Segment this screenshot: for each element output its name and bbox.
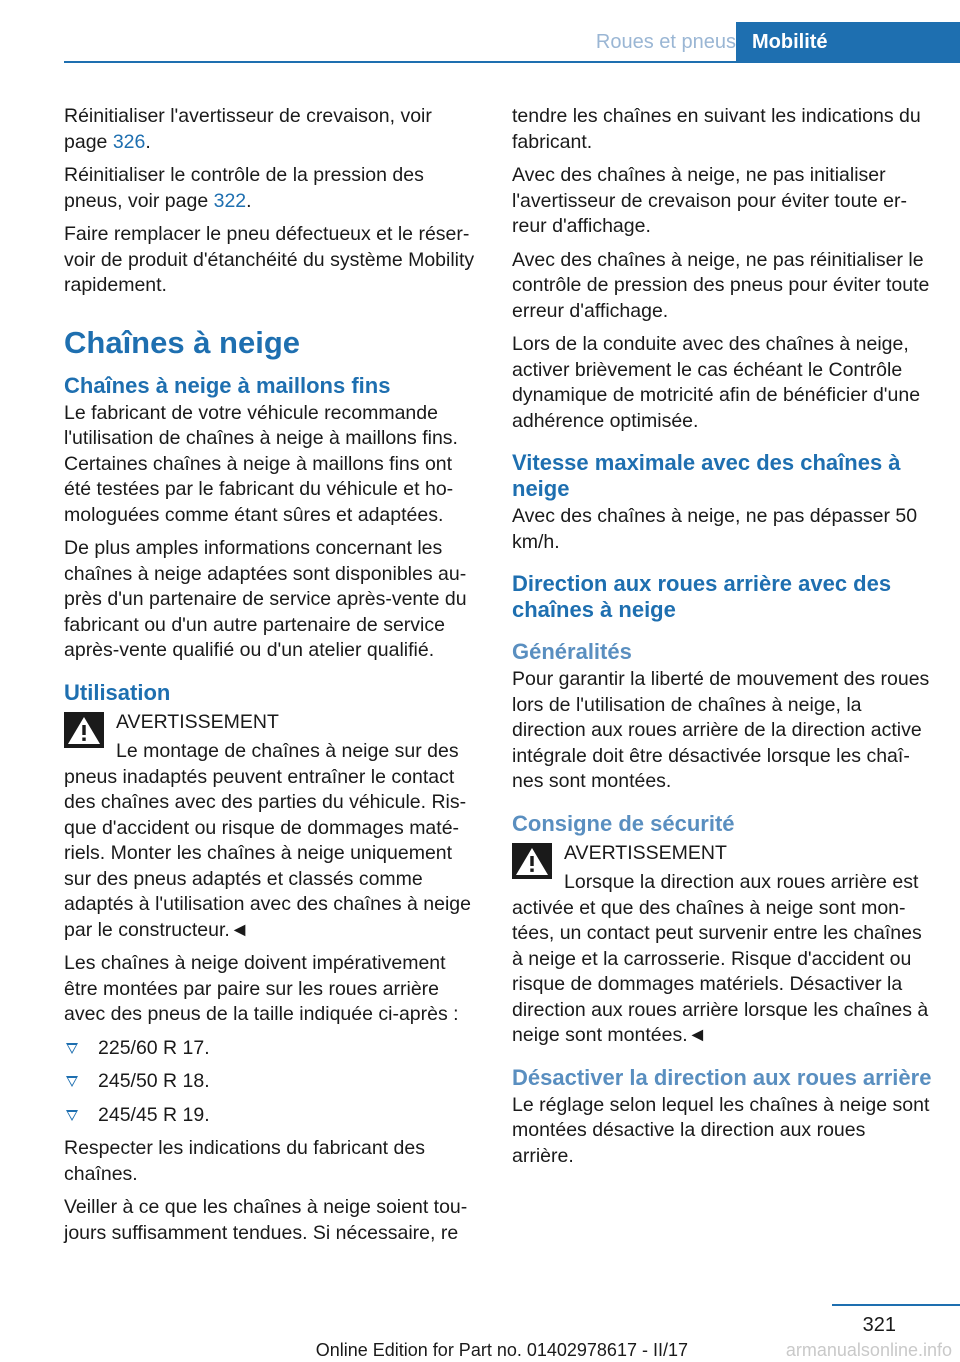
right-column bbox=[512, 104, 932, 1177]
subsection-title: Chaînes à neige à maillons fins bbox=[64, 372, 391, 398]
list-item-text: 245/50 R 18. bbox=[98, 1070, 210, 1092]
warning-text: pneus inadaptés peuvent entraîner le contact des chaînes avec des parties du véhicule. Risque d'accident ou risque de dommages matériels. Monter les chaînes à neige uniquement sur des pneus adaptés et classés comme adaptés à l'utilisation avec des chaînes à neige par le constructeur.◄ bbox=[64, 765, 471, 941]
section-title: Chaînes à neige bbox=[64, 324, 301, 360]
page-link-326[interactable]: 326 bbox=[112, 130, 146, 153]
paragraph: Pour garantir la liberté de mouvement des roues lors de l'utilisation de chaînes à neige, la direction aux roues arrière de la direction active intégrale doit être désactivée lorsque les chaînes sont montées. bbox=[512, 668, 930, 792]
paragraph: Lors de la conduite avec des chaînes à neige, activer brièvement le cas échéant le Contrôle dynamique de motricité afin de bénéficier d'une adhérence optimisée. bbox=[512, 333, 921, 432]
paragraph bbox=[64, 163, 480, 214]
warning-title: AVERTISSEMENT bbox=[564, 841, 727, 864]
list-item bbox=[64, 1036, 480, 1062]
subsection-title: Utilisation bbox=[64, 679, 171, 705]
paragraph: Avec des chaînes à neige, ne pas dépasser 50 km/h. bbox=[512, 505, 918, 553]
footer-rule bbox=[832, 1304, 960, 1306]
warning-text-first-line: Le montage de chaînes à neige sur des bbox=[116, 740, 459, 762]
text: Réinitialiser le contrôle de la pression des pneus, voir page bbox=[64, 164, 424, 212]
paragraph: Avec des chaînes à neige, ne pas réinitialiser le contrôle de pression des pneus pour éviter toute erreur d'affichage. bbox=[512, 248, 930, 322]
list-item-text: 225/60 R 17. bbox=[98, 1036, 210, 1059]
warning-icon bbox=[512, 843, 552, 879]
warning-text: activée et que des chaînes à neige sont montées, un contact peut survenir entre les chaînes à neige et la carrosserie. Risque d'accident ou risque de dommages matériels. Désactiver la direction aux roues arrière lorsque les chaînes à neige sont montées.◄ bbox=[512, 896, 929, 1046]
page-header bbox=[0, 0, 960, 64]
paragraph: De plus amples informations concernant les chaînes à neige adaptées sont disponibles auprès d'un partenaire de service après-vente du fabricant ou d'un autre partenaire de service après-vente qualifié ou d'un atelier qualifié. bbox=[64, 537, 467, 661]
warning-block bbox=[64, 708, 480, 944]
warning-text-first-line: Lorsque la direction aux roues arrière est bbox=[564, 871, 919, 893]
minor-heading: Généralités bbox=[512, 639, 632, 664]
warning-title: AVERTISSEMENT bbox=[116, 710, 279, 733]
paragraph: Avec des chaînes à neige, ne pas initialiser l'avertisseur de crevaison pour éviter toute erreur d'affichage. bbox=[512, 164, 907, 237]
list-item bbox=[64, 1103, 480, 1129]
paragraph: Les chaînes à neige doivent impérativement être montées par paire sur les roues arrière avec des pneus de la taille indiquée ci-après : bbox=[64, 952, 459, 1025]
triangle-bullet-icon bbox=[66, 1076, 78, 1087]
paragraph: Le réglage selon lequel les chaînes à neige sont montées désactive la direction aux roues arrière. bbox=[512, 1093, 930, 1167]
watermark: armanualsonline.info bbox=[785, 1340, 952, 1360]
paragraph: Faire remplacer le pneu défectueux et le réservoir de produit d'étanchéité du système Mobility rapidement. bbox=[64, 223, 475, 296]
minor-heading: Désactiver la direction aux roues arrière bbox=[512, 1064, 932, 1090]
tire-size-list bbox=[64, 1036, 480, 1129]
header-chapter-tab: Mobilité bbox=[736, 22, 960, 62]
text: Réinitialiser l'avertisseur de crevaison, voir page bbox=[64, 105, 432, 153]
paragraph bbox=[64, 104, 480, 155]
text: . bbox=[145, 130, 151, 153]
list-item bbox=[64, 1069, 480, 1095]
warning-icon bbox=[64, 712, 104, 748]
list-item-text: 245/45 R 19. bbox=[98, 1103, 210, 1126]
warning-block bbox=[512, 839, 932, 1049]
paragraph: Le fabricant de votre véhicule recommande l'utilisation de chaînes à neige à maillons fins. Certaines chaînes à neige à maillons fins ont été testées par le fabricant du véhicule et homologuées comme étant sûres et adaptées. bbox=[64, 401, 458, 526]
header-section-title: Roues et pneus bbox=[595, 31, 736, 53]
paragraph: Respecter les indications du fabricant des chaînes. bbox=[64, 1137, 425, 1185]
left-column bbox=[64, 104, 480, 1254]
minor-heading: Consigne de sécurité bbox=[512, 810, 735, 836]
paragraph: tendre les chaînes en suivant les indications du fabricant. bbox=[512, 105, 921, 153]
edition-note: Online Edition for Part no. 01402978617 - II/17 bbox=[315, 1340, 688, 1360]
text: . bbox=[246, 189, 252, 212]
triangle-bullet-icon bbox=[66, 1110, 78, 1121]
page-number: 321 bbox=[862, 1314, 896, 1336]
header-rule bbox=[64, 61, 960, 63]
paragraph: Veiller à ce que les chaînes à neige soient toujours suffisamment tendues. Si nécessaire, re bbox=[64, 1196, 468, 1244]
subsection-title: Direction aux roues arrière avec des chaînes à neige bbox=[512, 571, 892, 622]
page-link-322[interactable]: 322 bbox=[213, 189, 247, 212]
subsection-title: Vitesse maximale avec des chaînes à neige bbox=[512, 450, 901, 501]
triangle-bullet-icon bbox=[66, 1043, 78, 1054]
